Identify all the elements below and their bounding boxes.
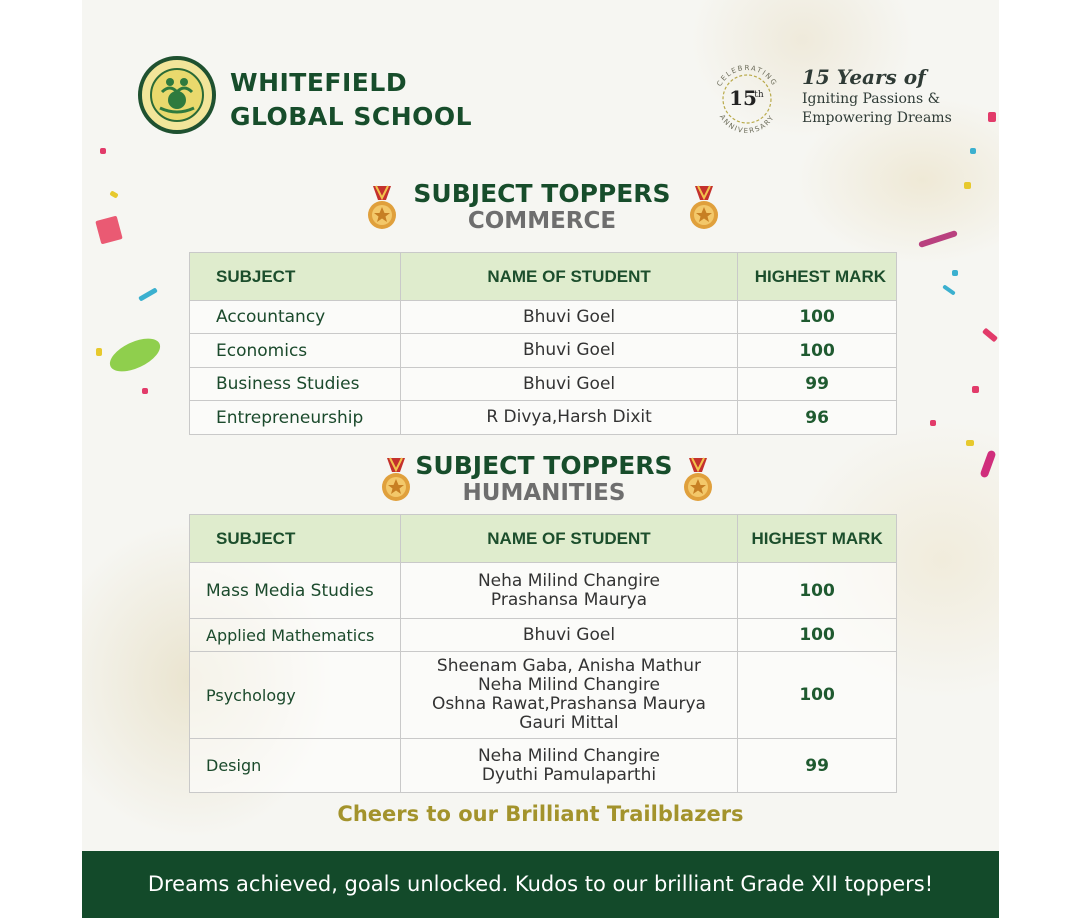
confetti bbox=[988, 112, 996, 122]
student-cell bbox=[400, 368, 737, 401]
confetti bbox=[142, 388, 148, 394]
cheers-tagline: Cheers to our Brilliant Trailblazers bbox=[337, 802, 744, 826]
confetti bbox=[979, 449, 996, 478]
confetti bbox=[972, 386, 979, 393]
school-name bbox=[230, 66, 472, 134]
humanities-subtitle: HUMANITIES bbox=[462, 480, 626, 506]
confetti bbox=[105, 332, 165, 378]
mark-cell: 100 bbox=[738, 334, 897, 368]
confetti bbox=[982, 328, 998, 343]
subject-cell: Economics bbox=[190, 334, 401, 368]
confetti bbox=[109, 190, 118, 198]
student-name: Neha Milind Changire bbox=[477, 675, 660, 695]
subject-cell: Mass Media Studies bbox=[190, 563, 401, 619]
tagline-line1: Igniting Passions & bbox=[802, 91, 941, 107]
badge-suffix: th bbox=[754, 90, 764, 100]
mark-cell: 99 bbox=[738, 368, 897, 401]
table-row bbox=[190, 301, 897, 334]
confetti bbox=[970, 148, 976, 154]
table-row bbox=[190, 401, 897, 435]
confetti bbox=[942, 284, 956, 295]
student-name: Neha Milind Changire bbox=[477, 745, 660, 766]
student-cell bbox=[400, 619, 737, 652]
student-name: Neha Milind Changire bbox=[477, 570, 660, 591]
column-header-mark: HIGHEST MARK bbox=[738, 253, 897, 301]
mark-cell: 100 bbox=[738, 619, 897, 652]
student-cell bbox=[400, 563, 737, 619]
subject-cell: Accountancy bbox=[190, 301, 401, 334]
student-name: Gauri Mittal bbox=[519, 713, 619, 733]
subject-cell: Psychology bbox=[190, 652, 401, 739]
commerce-section-title bbox=[382, 180, 702, 234]
table-row bbox=[190, 652, 897, 739]
anniversary-tagline bbox=[802, 64, 952, 128]
tagline-title: 15 Years of bbox=[802, 65, 926, 89]
student-name: Oshna Rawat,Prashansa Maurya bbox=[431, 694, 706, 714]
confetti bbox=[952, 270, 958, 276]
school-name-line1: WHITEFIELD bbox=[230, 68, 408, 97]
student-cell bbox=[400, 334, 737, 368]
school-name-line2: GLOBAL SCHOOL bbox=[230, 102, 473, 131]
student-name: Prashansa Maurya bbox=[490, 589, 648, 610]
mark-cell: 100 bbox=[738, 652, 897, 739]
confetti bbox=[964, 182, 971, 189]
student-cell bbox=[400, 301, 737, 334]
student-cell bbox=[400, 401, 737, 435]
subject-cell: Design bbox=[190, 739, 401, 793]
student-name: Bhuvi Goel bbox=[522, 306, 616, 327]
confetti bbox=[95, 216, 122, 245]
table-row bbox=[190, 739, 897, 793]
svg-text:CELEBRATING bbox=[715, 64, 778, 88]
mark-cell: 96 bbox=[738, 401, 897, 435]
mark-cell: 99 bbox=[738, 739, 897, 793]
column-header-student: NAME OF STUDENT bbox=[400, 253, 737, 301]
student-cell bbox=[400, 652, 737, 739]
tagline-line2: Empowering Dreams bbox=[802, 110, 952, 126]
student-name: R Divya,Harsh Dixit bbox=[486, 407, 652, 427]
commerce-title: SUBJECT TOPPERS bbox=[413, 179, 671, 208]
anniversary-badge-icon bbox=[706, 58, 788, 140]
badge-arc-bottom-text: ANNIVERSARY bbox=[717, 113, 777, 136]
confetti bbox=[918, 230, 958, 248]
mark-cell: 100 bbox=[738, 563, 897, 619]
student-cell bbox=[400, 739, 737, 793]
commerce-table bbox=[189, 252, 897, 435]
column-header-student: NAME OF STUDENT bbox=[400, 515, 737, 563]
mark-cell: 100 bbox=[738, 301, 897, 334]
medal-icon bbox=[680, 184, 728, 232]
student-name: Dyuthi Pamulaparthi bbox=[481, 764, 657, 785]
confetti bbox=[100, 148, 106, 154]
student-name: Bhuvi Goel bbox=[522, 624, 616, 645]
poster bbox=[82, 0, 999, 918]
medal-icon bbox=[674, 456, 722, 504]
table-row bbox=[190, 334, 897, 368]
column-header-subject: SUBJECT bbox=[190, 515, 401, 563]
confetti bbox=[138, 287, 158, 301]
confetti bbox=[96, 348, 102, 356]
confetti bbox=[966, 440, 974, 446]
subject-cell: Business Studies bbox=[190, 368, 401, 401]
table-row bbox=[190, 563, 897, 619]
footer-banner: Dreams achieved, goals unlocked. Kudos to our brilliant Grade XII toppers! bbox=[82, 851, 999, 918]
badge-number: 15 bbox=[729, 86, 757, 110]
subject-cell: Applied Mathematics bbox=[190, 619, 401, 652]
table-header-row bbox=[190, 515, 897, 563]
confetti bbox=[930, 420, 936, 426]
student-name: Sheenam Gaba, Anisha Mathur bbox=[436, 656, 702, 676]
humanities-section-title bbox=[394, 452, 694, 506]
column-header-subject: SUBJECT bbox=[190, 253, 401, 301]
humanities-table bbox=[189, 514, 897, 793]
student-name: Bhuvi Goel bbox=[522, 340, 616, 360]
school-logo-icon bbox=[138, 56, 216, 134]
subject-cell: Entrepreneurship bbox=[190, 401, 401, 435]
column-header-mark: HIGHEST MARK bbox=[738, 515, 897, 563]
humanities-title: SUBJECT TOPPERS bbox=[415, 451, 673, 480]
svg-text:ANNIVERSARY bbox=[718, 113, 776, 135]
table-row bbox=[190, 368, 897, 401]
table-header-row bbox=[190, 253, 897, 301]
badge-arc-top-text: CELEBRATING bbox=[715, 63, 779, 88]
table-row bbox=[190, 619, 897, 652]
commerce-subtitle: COMMERCE bbox=[467, 208, 617, 234]
student-name: Bhuvi Goel bbox=[522, 373, 616, 394]
